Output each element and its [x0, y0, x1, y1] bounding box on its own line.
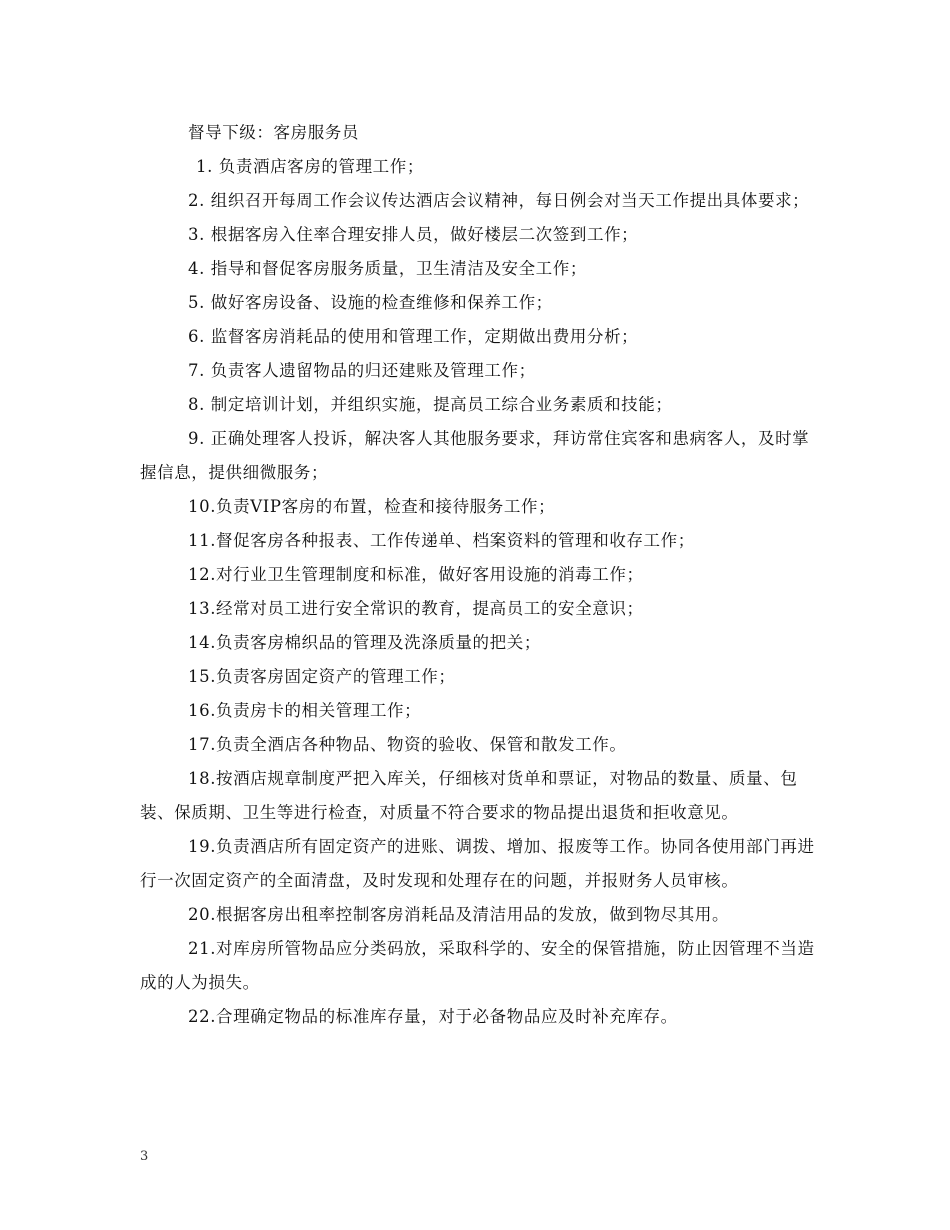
list-item-21: 21.对库房所管物品应分类码放，采取科学的、安全的保管措施，防止因管理不当造成的人为损失。: [140, 939, 815, 992]
list-item-11: 11.督促客房各种报表、工作传递单、档案资料的管理和收存工作；: [188, 531, 695, 550]
list-item-22: 22.合理确定物品的标准库存量，对于必备物品应及时补充库存。: [188, 1007, 678, 1026]
list-item-10: 10.负责VIP客房的布置，检查和接待服务工作；: [188, 497, 556, 516]
list-item-8: 8. 制定培训计划，并组织实施，提高员工综合业务素质和技能；: [188, 395, 673, 414]
list-item-15: 15.负责客房固定资产的管理工作；: [188, 667, 456, 686]
page-number: 3: [140, 1149, 149, 1164]
list-item-14: 14.负责客房棉织品的管理及洗涤质量的把关；: [188, 633, 541, 652]
list-item-3: 3. 根据客房入住率合理安排人员，做好楼层二次签到工作；: [188, 225, 639, 244]
list-item-7: 7. 负责客人遗留物品的归还建账及管理工作；: [188, 361, 536, 380]
list-item-12: 12.对行业卫生管理制度和标准，做好客用设施的消毒工作；: [188, 565, 644, 584]
list-item-20: 20.根据客房出租率控制客房消耗品及清洁用品的发放，做到物尽其用。: [188, 905, 730, 924]
supervisor-line: 督导下级：客房服务员: [188, 123, 359, 142]
list-item-1: 1. 负责酒店客房的管理工作；: [196, 157, 424, 176]
list-item-9: 9. 正确处理客人投诉，解决客人其他服务要求，拜访常住宾客和患病客人，及时掌握信息，提供细微服务；: [140, 429, 810, 482]
list-item-16: 16.负责房卡的相关管理工作；: [188, 701, 422, 720]
list-item-13: 13.经常对员工进行安全常识的教育，提高员工的安全意识；: [188, 599, 644, 618]
list-item-4: 4. 指导和督促客房服务质量，卫生清洁及安全工作；: [188, 259, 587, 278]
list-item-5: 5. 做好客房设备、设施的检查维修和保养工作；: [188, 293, 553, 312]
list-item-17: 17.负责全酒店各种物品、物资的验收、保管和散发工作。: [188, 735, 627, 754]
list-item-19: 19.负责酒店所有固定资产的进账、调拨、增加、报废等工作。协同各使用部门再进行一次固定资产的全面清盘，及时发现和处理存在的问题，并报财务人员审核。: [140, 837, 815, 890]
list-item-18: 18.按酒店规章制度严把入库关，仔细核对货单和票证，对物品的数量、质量、包装、保质期、卫生等进行检查，对质量不符合要求的物品提出退货和拒收意见。: [140, 769, 798, 822]
list-item-6: 6. 监督客房消耗品的使用和管理工作，定期做出费用分析；: [188, 327, 639, 346]
document-body: [140, 116, 820, 1034]
list-item-2: 2. 组织召开每周工作会议传达酒店会议精神，每日例会对当天工作提出具体要求；: [188, 191, 810, 210]
